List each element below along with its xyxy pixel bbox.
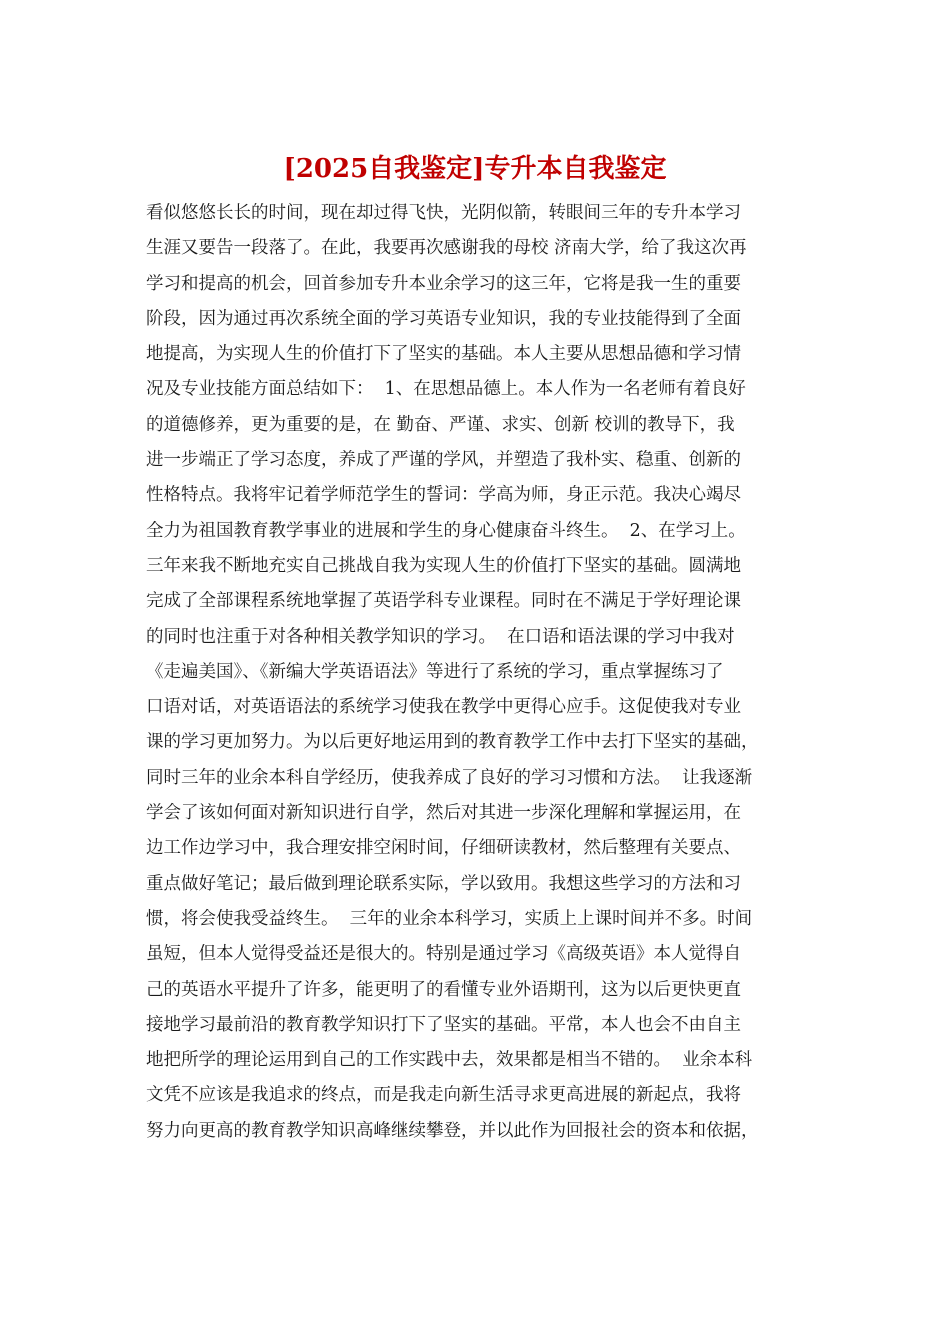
- body-text-line: 学习和提高的机会，回首参加专升本业余学习的这三年，它将是我一生的重要: [146, 273, 741, 294]
- body-text-line: 况及专业技能方面总结如下： 1、在思想品德上。本人作为一名老师有着良好: [146, 379, 746, 400]
- body-text-line: 惯，将会使我受益终生。 三年的业余本科学习，实质上上课时间并不多。时间: [146, 908, 753, 929]
- body-text-line: 全力为祖国教育教学事业的进展和学生的身心健康奋斗终生。 2、在学习上。: [146, 520, 746, 541]
- body-text-line: 地提高，为实现人生的价值打下了坚实的基础。本人主要从思想品德和学习情: [146, 344, 741, 365]
- body-text-line: 学会了该如何面对新知识进行自学，然后对其进一步深化理解和掌握运用，在: [146, 803, 741, 824]
- body-text-line: 的同时也注重于对各种相关教学知识的学习。 在口语和语法课的学习中我对: [146, 626, 735, 647]
- body-text-line: 虽短，但本人觉得受益还是很大的。特别是通过学习《高级英语》本人觉得自: [146, 944, 741, 965]
- body-text-line: 完成了全部课程系统地掌握了英语学科专业课程。同时在不满足于学好理论课: [146, 591, 741, 612]
- document-title: [2025自我鉴定]专升本自我鉴定: [283, 154, 667, 184]
- body-text-line: 《走遍美国》、《新编大学英语语法》等进行了系统的学习，重点掌握练习了: [146, 661, 724, 682]
- body-text-line: 口语对话，对英语语法的系统学习使我在教学中更得心应手。这促使我对专业: [146, 697, 741, 718]
- body-text-line: 课的学习更加努力。为以后更好地运用到的教育教学工作中去打下坚实的基础，: [146, 732, 759, 753]
- body-text-line: 生涯又要告一段落了。在此，我要再次感谢我的母校 济南大学，给了我这次再: [146, 238, 747, 259]
- body-text-line: 阶段，因为通过再次系统全面的学习英语专业知识，我的专业技能得到了全面: [146, 308, 741, 329]
- body-text-line: 地把所学的理论运用到自己的工作实践中去，效果都是相当不错的。 业余本科: [146, 1050, 753, 1071]
- body-text-line: 边工作边学习中，我合理安排空闲时间，仔细研读教材，然后整理有关要点、: [146, 838, 741, 859]
- body-text-line: 重点做好笔记；最后做到理论联系实际，学以致用。我想这些学习的方法和习: [146, 873, 741, 894]
- body-text-line: 努力向更高的教育教学知识高峰继续攀登，并以此作为回报社会的资本和依据，: [146, 1120, 759, 1141]
- body-text-line: 性格特点。我将牢记着学师范学生的誓词：学高为师，身正示范。我决心竭尽: [146, 485, 741, 506]
- body-text-line: 进一步端正了学习态度，养成了严谨的学风，并塑造了我朴实、稳重、创新的: [146, 450, 741, 471]
- body-text-line: 看似悠悠长长的时间，现在却过得飞快，光阴似箭，转眼间三年的专升本学习: [146, 203, 741, 223]
- body-text-line: 文凭不应该是我追求的终点，而是我走向新生活寻求更高进展的新起点，我将: [146, 1085, 741, 1106]
- body-text-line: 接地学习最前沿的教育教学知识打下了坚实的基础。平常，本人也会不由自主: [146, 1014, 741, 1035]
- body-text-line: 的道德修养，更为重要的是，在 勤奋、严谨、求实、创新 校训的教导下，我: [146, 414, 735, 435]
- body-text-line: 己的英语水平提升了许多，能更明了的看懂专业外语期刊，这为以后更快更直: [146, 979, 741, 1000]
- document-body: [146, 196, 810, 1149]
- body-text-line: 三年来我不断地充实自己挑战自我为实现人生的价值打下坚实的基础。圆满地: [146, 555, 741, 576]
- body-text-line: 同时三年的业余本科自学经历，使我养成了良好的学习习惯和方法。 让我逐渐: [146, 767, 753, 788]
